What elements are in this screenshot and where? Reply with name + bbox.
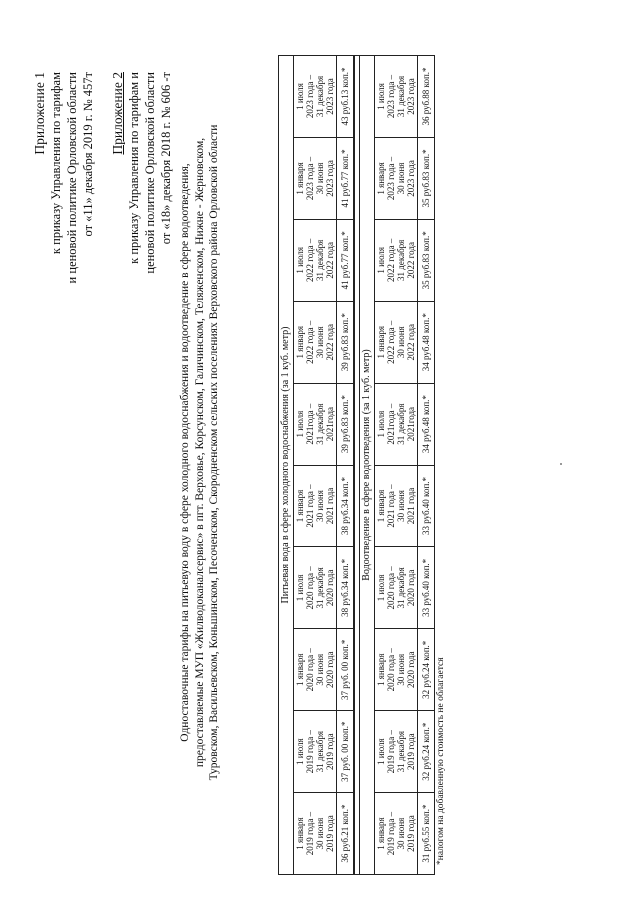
- sewer-period-cell: [375, 711, 418, 793]
- water-period-cell: [294, 629, 337, 711]
- period-line: 1 января: [295, 162, 305, 195]
- period-line: 2022 года: [325, 242, 335, 279]
- period-line: 2019 года: [325, 815, 335, 852]
- water-period-cell: [294, 793, 337, 875]
- period-line: 2021 года –: [386, 484, 396, 528]
- period-line: 2020 года: [325, 569, 335, 607]
- water-section-header: Питьевая вода в сфере холодного водоснабжения (за 1 куб. метр): [279, 56, 294, 875]
- sewer-period-cell: [375, 465, 418, 547]
- period-line: 1 января: [376, 653, 386, 687]
- period-line: 1 января: [295, 325, 305, 359]
- period-line: 1 июля: [295, 410, 305, 438]
- water-value-row: [337, 56, 355, 875]
- period-line: 2023 года: [325, 160, 335, 197]
- period-line: 1 января: [376, 162, 386, 195]
- water-tariff-value: 41 руб.77 коп.*: [337, 219, 355, 301]
- period-line: 2020 года: [325, 651, 335, 689]
- period-line: 2022 года –: [305, 238, 315, 282]
- period-line: 2022 года –: [386, 238, 396, 282]
- appendix-2-line-3: от «18» декабря 2018 г. № 606 -т: [159, 72, 173, 245]
- appendix-1-line-2: и ценовой политике Орловской области: [65, 72, 79, 284]
- period-line: 2022 года –: [305, 320, 315, 364]
- period-line: 31 декабря: [396, 239, 406, 281]
- period-line: 31 декабря: [315, 239, 325, 281]
- title-line-2: предоставляемые МУП «Жилводоканалсервис» в пгт. Верховье, Корсунском, Галичинском, Теляженском, Нижне - Жерновском,: [193, 137, 206, 768]
- scan-speck: [560, 463, 562, 465]
- sewer-period-row: [375, 56, 418, 875]
- sewer-period-cell: [375, 219, 418, 301]
- period-line: 30 июня: [315, 817, 325, 850]
- period-line: 30 июня: [396, 326, 406, 359]
- sewer-tariff-value: 35 руб.83 коп.*: [418, 219, 435, 301]
- water-tariff-value: 43 руб.13 коп.*: [337, 56, 355, 138]
- period-line: 2022 года –: [386, 320, 396, 364]
- period-line: 30 июня: [315, 653, 325, 686]
- water-tariff-value: 37 руб. 00 коп.*: [337, 711, 355, 793]
- sewer-tariff-value: 31 руб.55 коп.*: [418, 793, 435, 875]
- period-line: 30 июня: [396, 653, 406, 686]
- sewer-section-header: Водоотведение в сфере водоотведения (за 1 куб. метр): [360, 56, 375, 875]
- sewer-period-cell: [375, 547, 418, 629]
- period-line: 2021года –: [305, 403, 315, 445]
- period-line: 30 июня: [315, 162, 325, 195]
- water-tariff-value: 39 руб.83 коп.*: [337, 301, 355, 383]
- sewer-period-cell: [375, 383, 418, 465]
- title-line-3: Туровском, Васильевском, Коньшинском, Песоченском, Скородненском сельских поселениях Верховского района Орловской области: [208, 124, 220, 781]
- sewer-tariff-value: 34 руб.48 коп.*: [418, 301, 435, 383]
- period-line: 31 декабря: [396, 731, 406, 773]
- period-line: 2023 года –: [305, 156, 315, 201]
- period-line: 2021 года –: [305, 484, 315, 528]
- water-period-cell: [294, 56, 337, 138]
- period-line: 2021года: [406, 406, 416, 442]
- period-line: 1 июля: [295, 246, 305, 274]
- period-line: 31 декабря: [315, 75, 325, 118]
- water-tariff-value: 39 руб.83 коп.*: [337, 383, 355, 465]
- period-line: 2020 года –: [305, 566, 315, 610]
- water-period-cell: [294, 137, 337, 219]
- period-line: 1 января: [376, 489, 386, 523]
- period-line: 2019 года –: [386, 730, 396, 774]
- water-period-cell: [294, 465, 337, 547]
- sewer-tariff-value: 34 руб.48 коп.*: [418, 383, 435, 465]
- period-line: 30 июня: [396, 162, 406, 195]
- period-line: 1 июля: [376, 410, 386, 438]
- period-line: 2021года –: [386, 403, 396, 445]
- sewer-period-cell: [375, 301, 418, 383]
- sewer-tariff-value: 32 руб.24 коп.*: [418, 629, 435, 711]
- tariff-table-wrapper: [278, 55, 446, 875]
- period-line: 2021 года: [406, 487, 416, 525]
- water-tariff-value: 36 руб.21 коп.*: [337, 793, 355, 875]
- period-line: 1 января: [376, 817, 386, 850]
- period-line: 30 июня: [315, 490, 325, 522]
- document-title: [178, 30, 222, 875]
- period-line: 1 июля: [376, 738, 386, 766]
- appendix-1-line-3: от «11» декабря 2019 г. № 457т: [81, 72, 95, 237]
- period-line: 30 июня: [396, 817, 406, 850]
- period-line: 30 июня: [396, 490, 406, 522]
- sewer-tariff-value: 33 руб.40 коп.*: [418, 465, 435, 547]
- water-tariff-value: 37 руб. 00 коп.*: [337, 629, 355, 711]
- period-line: 1 июля: [295, 574, 305, 602]
- water-tariff-value: 38 руб.34 коп.*: [337, 547, 355, 629]
- period-line: 1 июля: [376, 83, 386, 110]
- document-page: [10, 10, 629, 895]
- period-line: 31 декабря: [315, 731, 325, 773]
- period-line: 1 июля: [376, 574, 386, 602]
- period-line: 1 июля: [295, 738, 305, 766]
- appendix-2-line-1: к приказу Управления по тарифам и: [127, 72, 141, 264]
- period-line: 2022 года: [406, 242, 416, 279]
- appendix-2-line-2: ценовой политике Орловской области: [143, 72, 157, 274]
- period-line: 2021года: [325, 406, 335, 442]
- period-line: 2020 года –: [305, 648, 315, 692]
- period-line: 1 января: [376, 325, 386, 359]
- period-line: 2023 года –: [305, 74, 315, 119]
- sewer-tariff-value: 32 руб.24 коп.*: [418, 711, 435, 793]
- period-line: 30 июня: [315, 326, 325, 359]
- period-line: 2020 года –: [386, 566, 396, 610]
- period-line: 1 января: [295, 489, 305, 523]
- sewer-value-row: [418, 56, 435, 875]
- appendix-1-line-1: к приказу Управления по тарифам: [49, 72, 63, 255]
- appendix-2-block: [110, 72, 174, 432]
- sewer-period-cell: [375, 793, 418, 875]
- period-line: 1 июля: [376, 246, 386, 274]
- period-line: 2020 года –: [386, 648, 396, 692]
- water-period-cell: [294, 219, 337, 301]
- period-line: 2022 года: [325, 323, 335, 361]
- sewer-tariff-value: 35 руб.83 коп.*: [418, 137, 435, 219]
- period-line: 31 декабря: [396, 567, 406, 609]
- sewer-tariff-value: 33 руб.40 коп.*: [418, 547, 435, 629]
- period-line: 2023 года –: [386, 156, 396, 201]
- period-line: 2019 года –: [305, 730, 315, 774]
- water-tariff-value: 38 руб.34 коп.*: [337, 465, 355, 547]
- period-line: 31 декабря: [396, 403, 406, 445]
- period-line: 2022 года: [406, 323, 416, 361]
- sewer-period-cell: [375, 56, 418, 138]
- sewer-period-cell: [375, 629, 418, 711]
- water-period-row: [294, 56, 337, 875]
- period-line: 2019 года –: [305, 811, 315, 856]
- period-line: 2023 года: [325, 78, 335, 115]
- water-period-cell: [294, 383, 337, 465]
- period-line: 2019 года: [406, 815, 416, 852]
- period-line: 1 июля: [295, 83, 305, 110]
- water-period-cell: [294, 711, 337, 793]
- tariff-table: [278, 55, 435, 875]
- period-line: 2023 года –: [386, 74, 396, 119]
- period-line: 2020 года: [406, 651, 416, 689]
- period-line: 2019 года: [406, 733, 416, 770]
- period-line: 31 декабря: [315, 567, 325, 609]
- period-line: 2020 года: [406, 569, 416, 607]
- water-tariff-value: 41 руб.77 коп.*: [337, 137, 355, 219]
- water-header-row: [279, 56, 294, 875]
- appendix-1-block: [32, 72, 96, 432]
- period-line: 1 января: [295, 817, 305, 850]
- water-period-cell: [294, 547, 337, 629]
- water-period-cell: [294, 301, 337, 383]
- footnote: *налогом на добавленную стоимость не облагается: [436, 657, 446, 865]
- period-line: 2021 года: [325, 487, 335, 525]
- period-line: 2019 года –: [386, 811, 396, 856]
- period-line: 31 декабря: [315, 403, 325, 445]
- sewer-period-cell: [375, 137, 418, 219]
- period-line: 2019 года: [325, 733, 335, 770]
- period-line: 31 декабря: [396, 75, 406, 118]
- period-line: 2023 года: [406, 78, 416, 115]
- period-line: 2023 года: [406, 160, 416, 197]
- appendix-1-title: Приложение 1: [32, 72, 47, 155]
- sewer-tariff-value: 36 руб.88 коп.*: [418, 56, 435, 138]
- title-line-1: Одноставочные тарифы на питьевую воду в сфере холодного водоснабжения и водоотведение в сфере водоотведения,: [179, 163, 191, 742]
- sewer-header-row: [360, 56, 375, 875]
- period-line: 1 января: [295, 653, 305, 687]
- appendix-2-title: Приложение 2: [110, 72, 125, 155]
